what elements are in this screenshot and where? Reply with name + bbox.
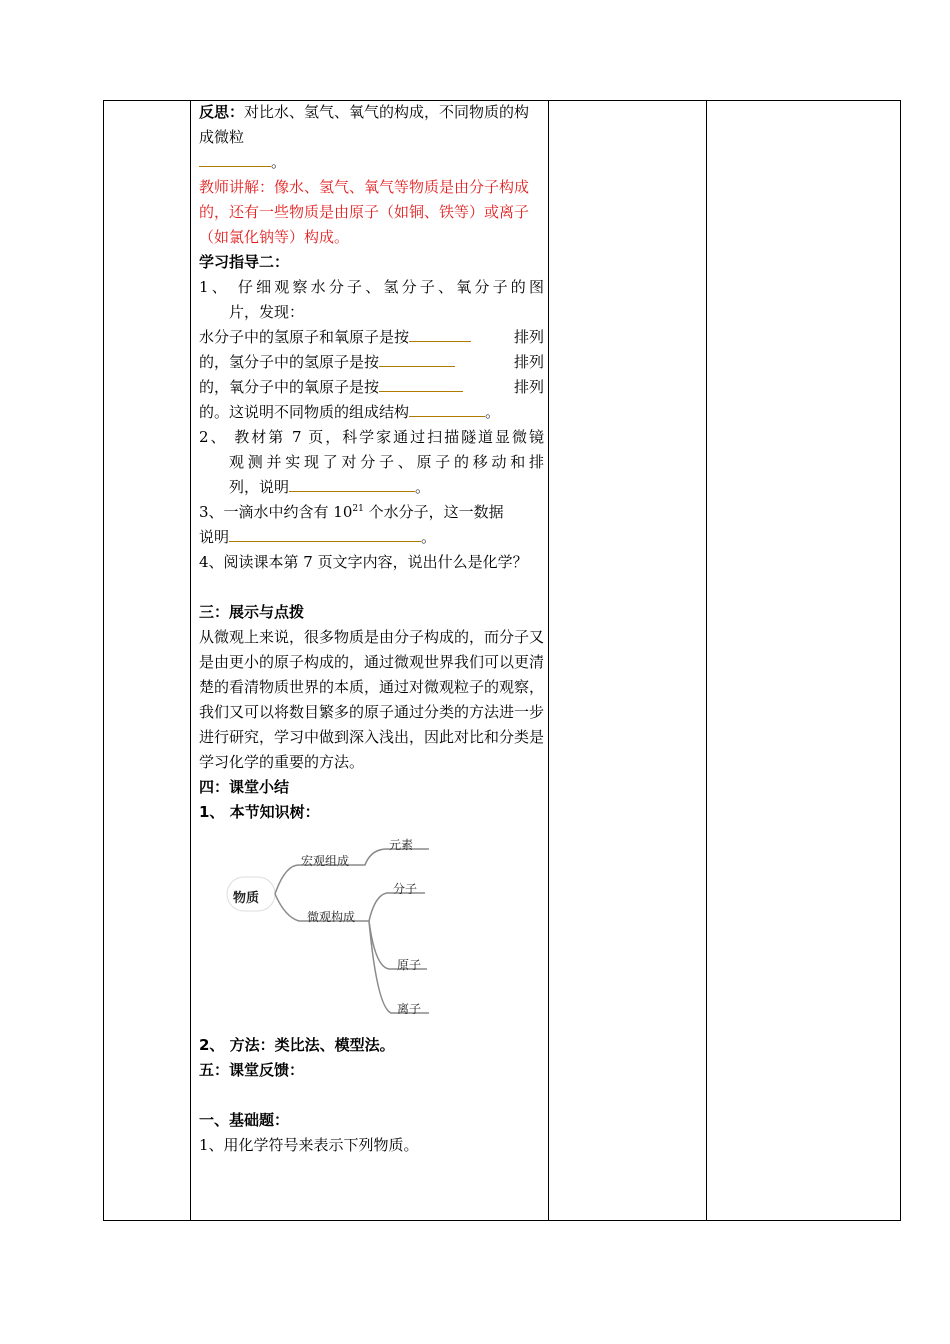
- guide2-q1-line5: 的，氧分子中的氧原子是按 排列: [199, 375, 544, 400]
- section4-item2: 2、 方法：类比法、模型法。: [199, 1036, 395, 1054]
- guide2-q2-line2: 观测并实现了对分子、原子的移动和排: [229, 453, 544, 471]
- column-divider-2: [548, 100, 549, 1221]
- tree-root: 物质: [233, 891, 260, 906]
- guide2-q1-line4: 的，氢分子中的氢原子是按 排列: [199, 350, 544, 375]
- teacher-explanation: 教师讲解：像水、氢气、氧气等物质是由分子构成的，还有一些物质是由原子（如铜、铁等）或离子（如氯化钠等）构成。: [199, 178, 530, 246]
- reflection-text: 对比水、氢气、氧气的构成，不同物质的构成微粒: [199, 103, 530, 146]
- guide2-q1-line2: 片，发现：: [229, 303, 305, 321]
- basic-questions-title: 一、基础题：: [199, 1111, 290, 1129]
- guide2-q1-line3: 水分子中的氢原子和氧原子是按 排列: [199, 325, 544, 350]
- main-content-cell: [199, 100, 544, 1158]
- column-divider-3: [706, 100, 707, 1221]
- fill-blank-oxygen: [379, 375, 463, 392]
- guide2-q2-line3: 列，说明 。: [199, 475, 544, 500]
- tree-leaf-atom: 原子: [397, 958, 422, 972]
- tree-leaf-molecule: 分子: [393, 882, 418, 896]
- reflection-blank: [199, 150, 271, 167]
- guide2-q1-line1: 1、 仔细观察水分子、氢分子、氧分子的图: [199, 278, 544, 296]
- basic-question-1: 1、用化学符号来表示下列物质。: [199, 1136, 419, 1154]
- reflection-blank-line: 。: [199, 150, 544, 175]
- fill-blank-hydrogen: [379, 350, 455, 367]
- guide2-q4: 4、阅读课本第 7 页文字内容，说出什么是化学？: [199, 553, 528, 571]
- guide2-q1-line6: 的。这说明不同物质的组成结构 。: [199, 400, 544, 425]
- guide2-q3-line2: 说明 。: [199, 525, 544, 550]
- tree-branch-macro: 宏观组成: [301, 854, 350, 868]
- guide2-q2-line1: 2、 教材第 7 页，科学家通过扫描隧道显微镜: [199, 428, 544, 446]
- guide2-q3-line1: 3、一滴水中约含有 $10^{21}$ 个水分子，这一数据: [199, 503, 504, 521]
- tree-leaf-element: 元素: [389, 838, 414, 852]
- tree-branch-micro: 微观构成: [307, 910, 356, 924]
- fill-blank-stm: [289, 475, 415, 492]
- fill-blank-water: [409, 325, 471, 342]
- table-left-border: [103, 100, 104, 1221]
- table-bottom-border: [103, 1220, 901, 1221]
- section5-title: 五：课堂反馈：: [199, 1061, 305, 1079]
- section4-title: 四：课堂小结: [199, 778, 290, 796]
- section3-text: 从微观上来说，很多物质是由分子构成的，而分子又是由更小的原子构成的，通过微观世界我们可以更清楚的看清物质世界的本质，通过对微观粒子的观察，我们又可以将数目繁多的原子通过分类的方法进一步进行研究，学习中做到深入浅出，因此对比和分类是学习化学的重要的方法。: [199, 628, 545, 771]
- guide2-title: 学习指导二：: [199, 253, 290, 271]
- fill-blank-structure: [409, 400, 485, 417]
- reflection-paragraph: [199, 100, 544, 150]
- section3-title: 三：展示与点拨: [199, 603, 305, 621]
- table-right-border: [900, 100, 901, 1221]
- tree-leaf-ion: 离子: [397, 1002, 422, 1016]
- knowledge-tree-diagram: [199, 837, 439, 1027]
- column-divider-1: [190, 100, 191, 1221]
- fill-blank-drop: [229, 525, 421, 542]
- reflection-label: 反思：: [199, 103, 245, 121]
- section4-item1: 1、 本节知识树：: [199, 803, 320, 821]
